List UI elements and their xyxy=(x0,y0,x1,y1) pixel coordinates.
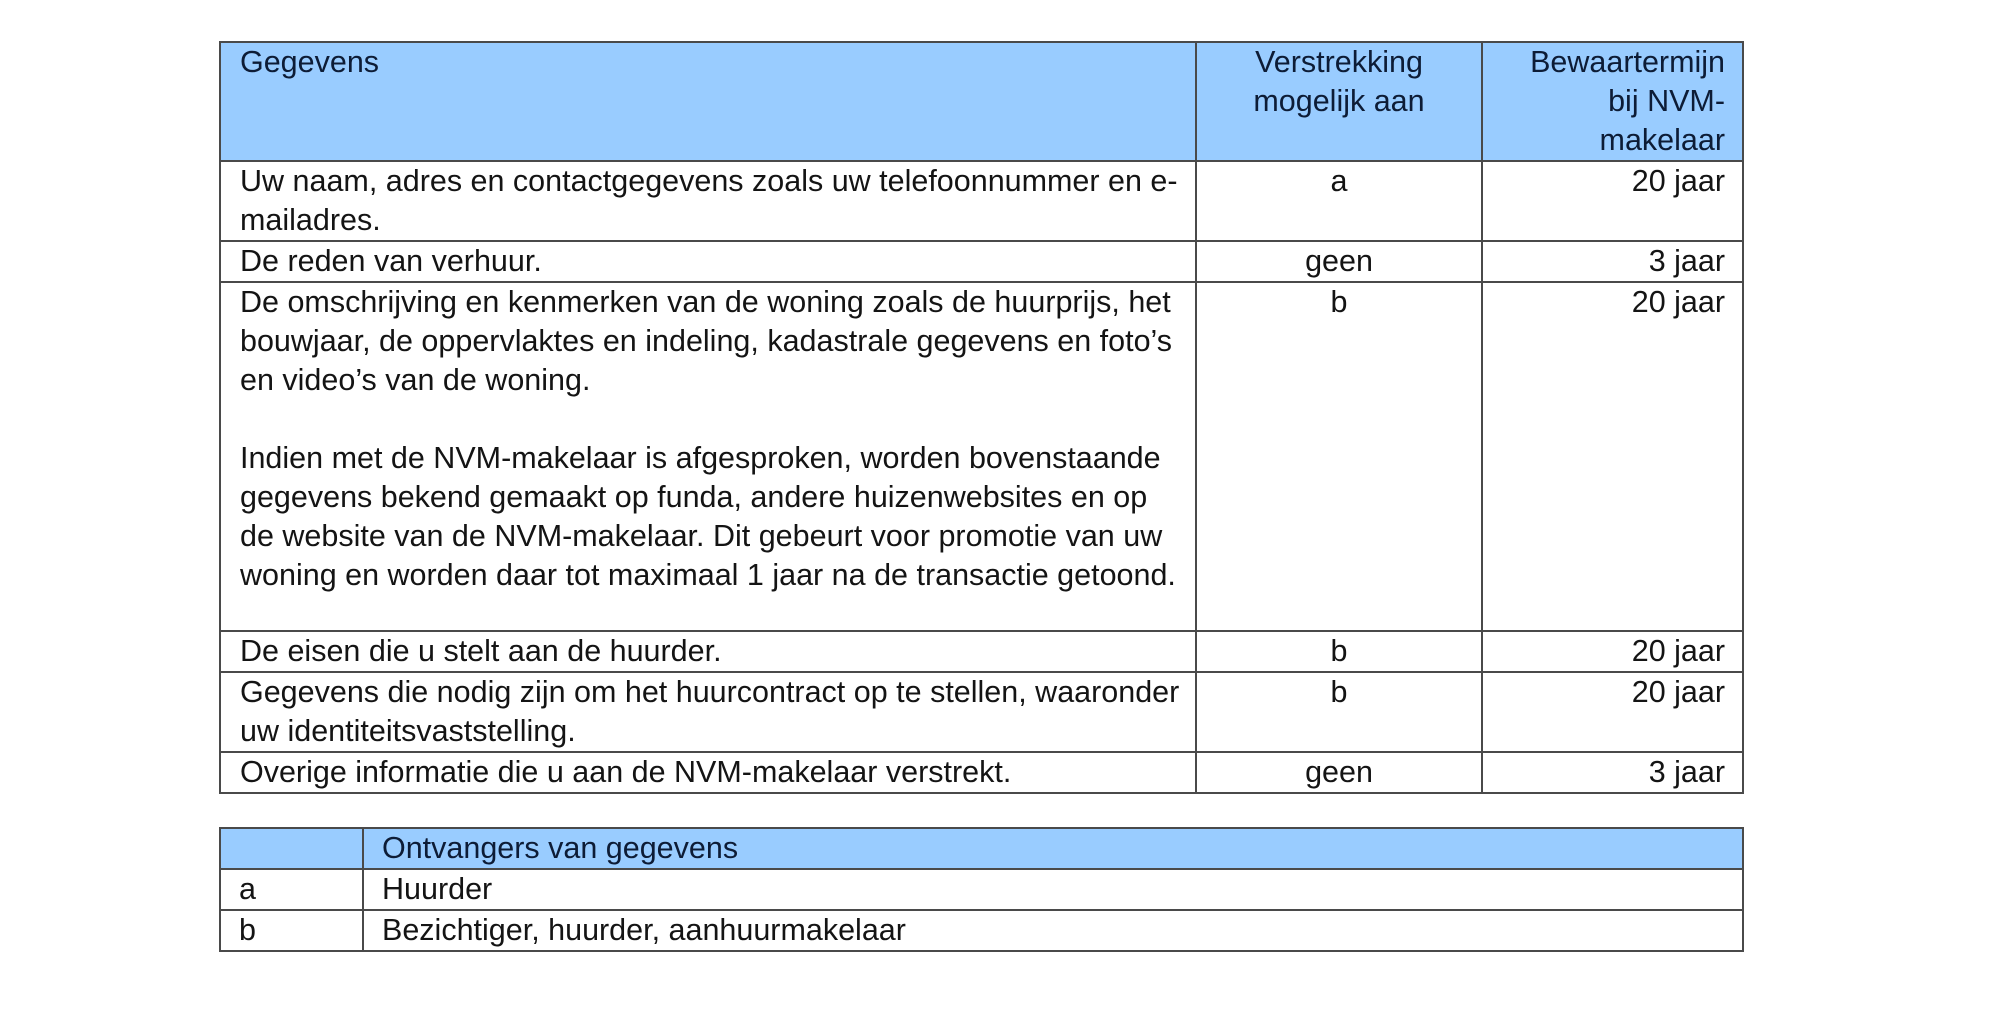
cell-bewaartermijn: 3 jaar xyxy=(1482,752,1743,793)
cell-gegevens-text: Indien met de NVM-makelaar is afgesproken, worden bovenstaande gegevens bekend gemaakt op funda, andere huizenwebsites en op de website van de NVM-makelaar. Dit gebeurt voor promotie van uw woning en worden daar tot maximaal 1 jaar na de transactie getoond. xyxy=(240,441,1176,592)
paragraph-spacer xyxy=(240,400,1185,439)
cell-verstrekking: a xyxy=(1196,161,1482,241)
recipients-table xyxy=(219,827,1744,952)
cell-verstrekking: b xyxy=(1196,631,1482,672)
cell-gegevens-text: De omschrijving en kenmerken van de woning zoals de huurprijs, het bouwjaar, de oppervlaktes en indeling, kadastrale gegevens en foto’s en video’s van de woning. xyxy=(240,285,1173,397)
cell-gegevens xyxy=(220,282,1196,631)
cell-gegevens-text: Gegevens die nodig zijn om het huurcontract op te stellen, waaronder uw identiteitsvaststelling. xyxy=(240,675,1180,748)
recipient-key: a xyxy=(220,869,363,910)
header-verstrekking-line: mogelijk aan xyxy=(1253,84,1425,118)
table-row xyxy=(220,672,1743,752)
cell-bewaartermijn: 3 jaar xyxy=(1482,241,1743,282)
header-gegevens xyxy=(220,42,1196,161)
table-row xyxy=(220,631,1743,672)
cell-bewaartermijn: 20 jaar xyxy=(1482,282,1743,631)
recipient-key: b xyxy=(220,910,363,951)
table-header-row xyxy=(220,42,1743,161)
cell-bewaartermijn: 20 jaar xyxy=(1482,672,1743,752)
cell-verstrekking: b xyxy=(1196,282,1482,631)
cell-verstrekking: b xyxy=(1196,672,1482,752)
recipients-row xyxy=(220,869,1743,910)
table-row xyxy=(220,241,1743,282)
header-gegevens-label: Gegevens xyxy=(240,45,380,79)
header-verstrekking-line: Verstrekking xyxy=(1255,45,1423,79)
header-bewaartermijn-line: makelaar xyxy=(1599,123,1725,157)
recipient-value: Huurder xyxy=(363,869,1743,910)
cell-gegevens xyxy=(220,752,1196,793)
header-bewaartermijn-line: Bewaartermijn xyxy=(1530,45,1725,79)
cell-gegevens-text: De reden van verhuur. xyxy=(240,244,542,278)
cell-gegevens xyxy=(220,241,1196,282)
header-bewaartermijn xyxy=(1482,42,1743,161)
cell-gegevens xyxy=(220,631,1196,672)
cell-bewaartermijn: 20 jaar xyxy=(1482,161,1743,241)
header-bewaartermijn-line: bij NVM- xyxy=(1608,84,1725,118)
recipients-row xyxy=(220,910,1743,951)
cell-gegevens xyxy=(220,161,1196,241)
cell-gegevens-text: Uw naam, adres en contactgegevens zoals uw telefoonnummer en e-mailadres. xyxy=(240,164,1178,237)
recipients-header-key xyxy=(220,828,363,869)
recipients-header-row xyxy=(220,828,1743,869)
cell-verstrekking: geen xyxy=(1196,241,1482,282)
cell-gegevens-text: Overige informatie die u aan de NVM-makelaar verstrekt. xyxy=(240,755,1012,789)
header-verstrekking xyxy=(1196,42,1482,161)
table-row xyxy=(220,752,1743,793)
table-row xyxy=(220,282,1743,631)
cell-bewaartermijn: 20 jaar xyxy=(1482,631,1743,672)
recipients-header-label: Ontvangers van gegevens xyxy=(363,828,1743,869)
recipient-value: Bezichtiger, huurder, aanhuurmakelaar xyxy=(363,910,1743,951)
cell-verstrekking: geen xyxy=(1196,752,1482,793)
table-row xyxy=(220,161,1743,241)
data-retention-table xyxy=(219,41,1744,794)
cell-gegevens-text: De eisen die u stelt aan de huurder. xyxy=(240,634,722,668)
cell-gegevens xyxy=(220,672,1196,752)
